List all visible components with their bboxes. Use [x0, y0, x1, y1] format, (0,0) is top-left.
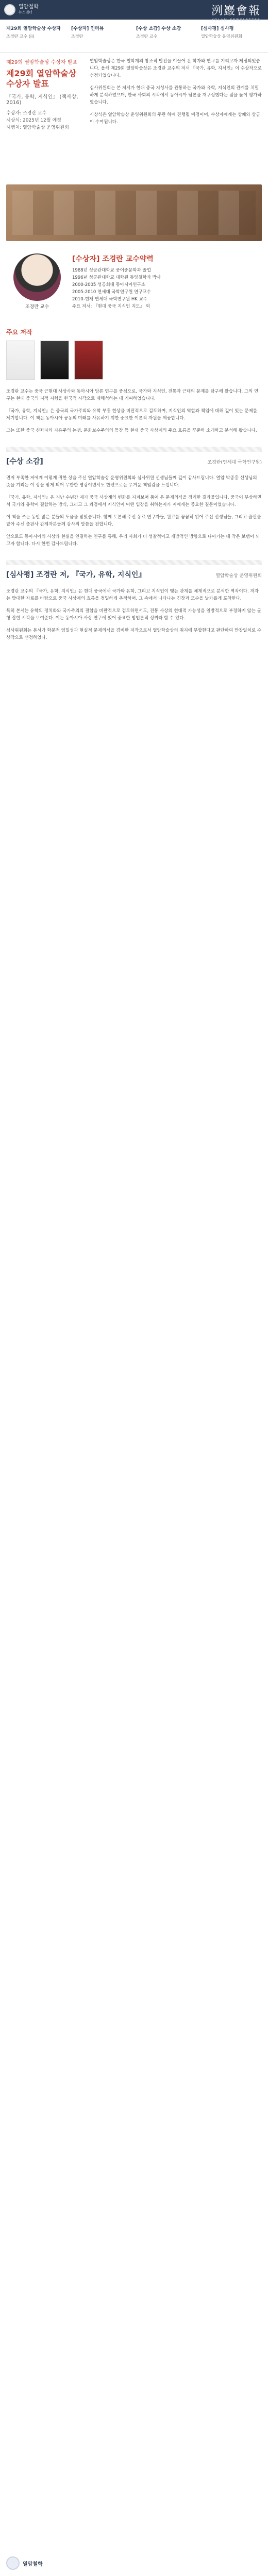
profile-line: 2000-2005 성공회대 동아시아연구소: [72, 282, 146, 287]
toc-item[interactable]: 제29회 열암학술상 수상자 조경란 교수 (ii): [6, 26, 61, 39]
paragraph: 조경란 교수의 『국가, 유학, 지식인』은 현대 중국에서 국가와 유학, 그리고 지식인이 맺는 관계를 체계적으로 분석한 역작이다. 저자는 방대한 자료를 바탕으로 중국 사상계의 흐름을 정밀하게 추적하며, 그 속에서 나타나는 긴장과 모순을 날카롭게 포착한다.: [6, 589, 259, 601]
paragraph: 『국가, 유학, 지식인』은 중국의 국가주의와 유학 부흥 현상을 비판적으로 검토하며, 지식인의 역할과 책임에 대해 깊이 있는 문제를 제기합니다. 이 책은 동아시아 공동의 미래를 사유하기 위한 중요한 이론적 자원을 제공합니다.: [6, 409, 258, 421]
section-label: 주요 저작: [6, 329, 32, 336]
acceptance-byline: 조경란(연세대 국학연구원): [207, 460, 262, 465]
profile-line: 2005-2010 연세대 국학연구원 연구교수: [72, 290, 151, 295]
feature-left: [6, 58, 83, 179]
section-divider: [6, 447, 262, 452]
profile-line: 주요 저서: 『현대 중국 지식인 지도』 외: [72, 304, 150, 309]
toc-item[interactable]: [심사평] 심사평 열암학술상 운영위원회: [201, 26, 242, 39]
logo-seal-icon: [4, 4, 15, 15]
bullet-item: 시상식: 2025년 12월 예정: [6, 118, 61, 123]
feature-paragraph: 시상식은 열암학술상 운영위원회의 주관 하에 진행될 예정이며, 수상자에게는 상패와 상금이 수여됩니다.: [90, 112, 260, 125]
feature-section: [0, 53, 268, 184]
paragraph: 조경란 교수는 중국 근현대 사상사와 동아시아 담론 연구를 중심으로, 국가와 지식인, 전통과 근대의 문제를 탐구해 왔습니다. 그의 연구는 현대 중국의 지적 지형을 한국적 시각으로 재해석하는 데 기여하였습니다.: [6, 389, 259, 401]
review-heading: [심사평] 조경란 저, 『국가, 유학, 지식인』: [6, 571, 146, 579]
acceptance-heading: [수상 소감]: [6, 457, 43, 466]
paragraph: 『국가, 유학, 지식인』은 지난 수년간 제가 중국 사상계의 변화를 지켜보며 품어 온 문제의식을 정리한 결과물입니다. 중국이 부상하면서 국가와 유학이 결합하는 방식, 그리고 그 과정에서 지식인이 어떤 입장을 취하는지가 저에게는 중요한 질문이었습니다.: [6, 495, 262, 507]
article-main: [0, 384, 268, 444]
profile-lines: [72, 267, 262, 310]
table-of-contents: [0, 20, 268, 53]
paragraph: 먼저 부족한 저에게 이렇게 귀한 상을 주신 열암학술상 운영위원회와 심사위원 선생님들께 깊이 감사드립니다. 열암 박종홍 선생님의 뜻을 기리는 이 상을 받게 되어 무한한 영광이면서도 한편으로는 무거운 책임감을 느낍니다.: [6, 476, 257, 488]
avatar: [13, 253, 61, 301]
profile-line: 2010-현재 연세대 국학연구원 HK 교수: [72, 297, 148, 302]
logo[interactable]: [4, 4, 39, 15]
feature-tag: 제29회 열암학술상 수상자 발표: [6, 60, 78, 65]
paragraph: 그는 또한 중국 신좌파와 자유주의 논쟁, 문화보수주의의 등장 등 현대 중국 사상계의 주요 흐름을 꾸준히 소개하고 분석해 왔습니다.: [6, 428, 257, 433]
avatar-wrap: [6, 253, 68, 318]
review-byline: 열암학술상 운영위원회: [215, 573, 262, 579]
feature-paragraph: 심사위원회는 본 저서가 현대 중국 지성사를 관통하는 국가와 유학, 지식인의 관계를 치밀하게 분석하였으며, 한국 사회의 시각에서 동아시아 담론을 재구성했다는 점을 높이 평가하였습니다.: [90, 86, 262, 105]
footer-logo[interactable]: [6, 2556, 43, 2570]
org-name: 열암철학 뉴스레터: [19, 4, 39, 14]
paragraph: 특히 본서는 유학의 정치화와 국가주의의 결합을 비판적으로 검토하면서도, 전통 사상의 현대적 가능성을 일방적으로 부정하지 않는 균형 잡힌 시각을 보여준다. 이는 동아시아 사상 연구에 있어 중요한 방법론적 성취라 할 수 있다.: [6, 608, 261, 621]
feature-bullets: [6, 110, 83, 131]
newsletter-title: 洌巖會報 YOLAM NEWSLETTER: [211, 5, 261, 22]
profile-text: [68, 253, 262, 318]
footer-seal-icon: [6, 2556, 20, 2570]
feature-subtitle: 『국가, 유학, 지식인』 (책세상, 2016): [6, 94, 78, 106]
book-cover: [6, 341, 35, 380]
acceptance-article: [0, 470, 268, 557]
bullet-item: 수상자: 조경란 교수: [6, 111, 47, 116]
avatar-caption: 조경란 교수: [25, 304, 49, 310]
toc-item[interactable]: [수상자] 인터뷰 조경란: [71, 26, 104, 39]
review-article: [0, 584, 268, 651]
review-title: [6, 569, 262, 580]
profile-line: 1996년 성균관대학교 대학원 동양철학과 박사: [72, 275, 161, 280]
paragraph: 앞으로도 동아시아의 사상과 현실을 연결하는 연구를 통해, 우리 사회가 더 성찰적이고 개방적인 방향으로 나아가는 데 작은 보탬이 되고자 합니다. 다시 한번 감사드립니다.: [6, 534, 260, 547]
footer-org-name: 열암철학: [23, 2561, 43, 2567]
book-row: [0, 341, 268, 380]
paragraph: 이 책을 쓰는 동안 많은 분들의 도움을 받았습니다. 함께 토론해 주신 동료 연구자들, 원고를 꼼꼼히 읽어 주신 선생님들, 그리고 출판을 맡아 주신 출판사 관계자분들께 감사의 말씀을 전합니다.: [6, 515, 261, 527]
feature-body: [83, 58, 262, 179]
bullet-item: 시행처: 열암학술상 운영위원회: [6, 125, 69, 130]
profile-line: 1988년 성균관대학교 중어중문학과 졸업: [72, 268, 151, 273]
feature-paragraph: 열암학술상은 한국 철학계의 창조적 발전을 이끌어 온 학자와 연구를 기리고자 제정되었습니다. 올해 제29회 열암학술상은 조경란 교수의 저서 『국가, 유학, 지식인』이 수상작으로 선정되었습니다.: [90, 59, 262, 78]
profile-heading: [수상자] 조경란 교수약력: [72, 255, 154, 263]
paragraph: 심사위원회는 본서가 학문적 엄밀성과 현실적 문제의식을 겸비한 저작으로서 열암학술상의 취지에 부합한다고 판단하여 만장일치로 수상작으로 선정하였다.: [6, 628, 261, 640]
book-cover: [40, 341, 69, 380]
header: [0, 0, 268, 20]
feature-title: 제29회 열암학술상 수상자 발표: [6, 69, 77, 89]
acceptance-title: [6, 456, 262, 466]
toc-item[interactable]: [수상 소감] 수상 소감 조경란 교수: [136, 26, 181, 39]
section-divider: [6, 560, 262, 565]
profile-section: [0, 247, 268, 325]
people-silhouettes: [12, 191, 256, 235]
award-ceremony-photo: [6, 184, 262, 241]
book-cover: [74, 341, 103, 380]
